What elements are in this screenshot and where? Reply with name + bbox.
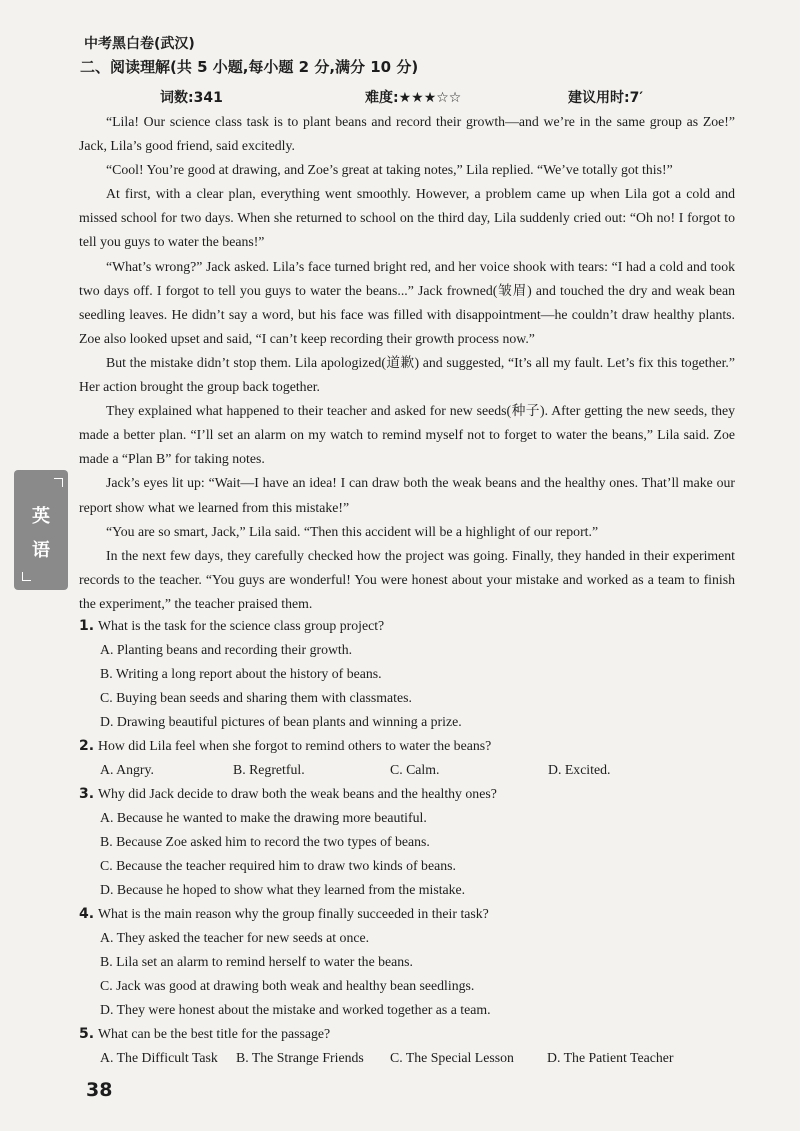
answer-option: A. They asked the teacher for new seeds at once.	[100, 930, 370, 945]
answer-option: C. Jack was good at drawing both weak and healthy bean seedlings.	[100, 978, 475, 993]
answer-option: C. Buying bean seeds and sharing them with classmates.	[100, 690, 412, 705]
subject-label-char: 英	[32, 506, 50, 527]
passage-paragraph: “What’s wrong?” Jack asked. Lila’s face turned bright red, and her voice shook with tears: “I had a cold and took two days off. I forgot to tell you guys to water the beans...” Jack frowned(皱眉) and touched the dry and weak bean seedling leaves. He didn’t say a word, but his face was filled with disappointment—he couldn’t draw healthy plants. Zoe also looked upset and said, “I can’t keep recording their growth process now.”	[79, 258, 735, 346]
question-number: 1.	[79, 618, 95, 634]
answer-options-row	[79, 1046, 735, 1070]
answer-option: A. Angry.	[100, 762, 154, 777]
answer-option: A. Because he wanted to make the drawing more beautiful.	[100, 810, 427, 825]
page-number: 38	[86, 1079, 113, 1101]
subject-label-char: 语	[32, 540, 50, 561]
question-stem: What is the main reason why the group finally succeeded in their task?	[98, 906, 489, 921]
answer-option: A. Planting beans and recording their growth.	[100, 642, 353, 657]
question-1	[79, 614, 735, 734]
reading-passage	[79, 110, 735, 616]
answer-option: D. Excited.	[548, 762, 611, 777]
answer-option: B. Lila set an alarm to remind herself to water the beans.	[100, 954, 414, 969]
answer-option: D. They were honest about the mistake and worked together as a team.	[100, 1002, 491, 1017]
difficulty-rating: 难度:★★★☆☆	[365, 90, 462, 106]
answer-option: C. Because the teacher required him to draw two kinds of beans.	[100, 858, 456, 873]
question-stem: How did Lila feel when she forgot to remind others to water the beans?	[98, 738, 492, 753]
passage-paragraph: Jack’s eyes lit up: “Wait—I have an idea! I can draw both the weak beans and the healthy ones. That’ll make our report show what we learned from this mistake!”	[79, 475, 735, 515]
question-number: 4.	[79, 906, 95, 922]
passage-paragraph: “Lila! Our science class task is to plant beans and record their growth—and we’re in the same group as Zoe!” Jack, Lila’s good friend, said excitedly.	[79, 114, 735, 154]
answer-option: C. Calm.	[390, 762, 440, 777]
passage-paragraph: “You are so smart, Jack,” Lila said. “Then this accident will be a highlight of our report.”	[106, 523, 599, 539]
answer-option: B. The Strange Friends	[236, 1050, 364, 1065]
passage-paragraph: In the next few days, they carefully checked how the project was going. Finally, they handed in their experiment records to the teacher. “You guys are wonderful! You were honest about your mistake and worked as a team to finish the experiment,” the teacher praised them.	[79, 547, 735, 611]
question-4	[79, 902, 735, 1022]
section-title: 二、阅读理解(共 5 小题,每小题 2 分,满分 10 分)	[80, 58, 419, 76]
word-count: 词数:341	[160, 90, 223, 106]
answer-option: C. The Special Lesson	[390, 1050, 514, 1065]
question-number: 3.	[79, 786, 95, 802]
question-3	[79, 782, 735, 902]
answer-option: D. The Patient Teacher	[547, 1050, 674, 1065]
question-list	[79, 614, 735, 1070]
suggested-time: 建议用时:7′	[568, 90, 644, 106]
series-header: 中考黑白卷(武汉)	[84, 36, 195, 52]
question-number: 5.	[79, 1026, 95, 1042]
answer-options-row	[79, 758, 735, 782]
subject-side-tab	[14, 470, 68, 590]
question-5	[79, 1022, 735, 1070]
passage-paragraph: “Cool! You’re good at drawing, and Zoe’s great at taking notes,” Lila replied. “We’ve totally got this!”	[106, 162, 673, 178]
answer-option: B. Writing a long report about the history of beans.	[100, 666, 382, 681]
answer-option: A. The Difficult Task	[100, 1050, 218, 1065]
corner-bracket-icon	[54, 478, 63, 487]
answer-option: D. Because he hoped to show what they learned from the mistake.	[100, 882, 466, 897]
answer-option: D. Drawing beautiful pictures of bean plants and winning a prize.	[100, 714, 462, 729]
passage-paragraph: They explained what happened to their teacher and asked for new seeds(种子). After getting the new seeds, they made a better plan. “I’ll set an alarm on my watch to remind myself not to forget to water the beans,” Lila said. Zoe made a “Plan B” for taking notes.	[79, 403, 735, 467]
corner-bracket-icon	[22, 572, 31, 581]
passage-paragraph: At first, with a clear plan, everything went smoothly. However, a problem came up when Lila got a cold and missed school for two days. When she returned to school on the third day, Lila suddenly cried out: “Oh no! I forgot to tell you guys to water the beans!”	[79, 186, 735, 250]
passage-paragraph: But the mistake didn’t stop them. Lila apologized(道歉) and suggested, “It’s all my fault. Let’s fix this together.” Her action brought the group back together.	[79, 354, 735, 395]
question-number: 2.	[79, 738, 95, 754]
question-2	[79, 734, 735, 782]
answer-option: B. Because Zoe asked him to record the two types of beans.	[100, 834, 430, 849]
question-stem: What is the task for the science class group project?	[98, 618, 385, 633]
question-stem: Why did Jack decide to draw both the weak beans and the healthy ones?	[98, 786, 497, 801]
question-stem: What can be the best title for the passage?	[98, 1026, 331, 1041]
answer-option: B. Regretful.	[233, 762, 305, 777]
passage-meta	[0, 87, 800, 107]
